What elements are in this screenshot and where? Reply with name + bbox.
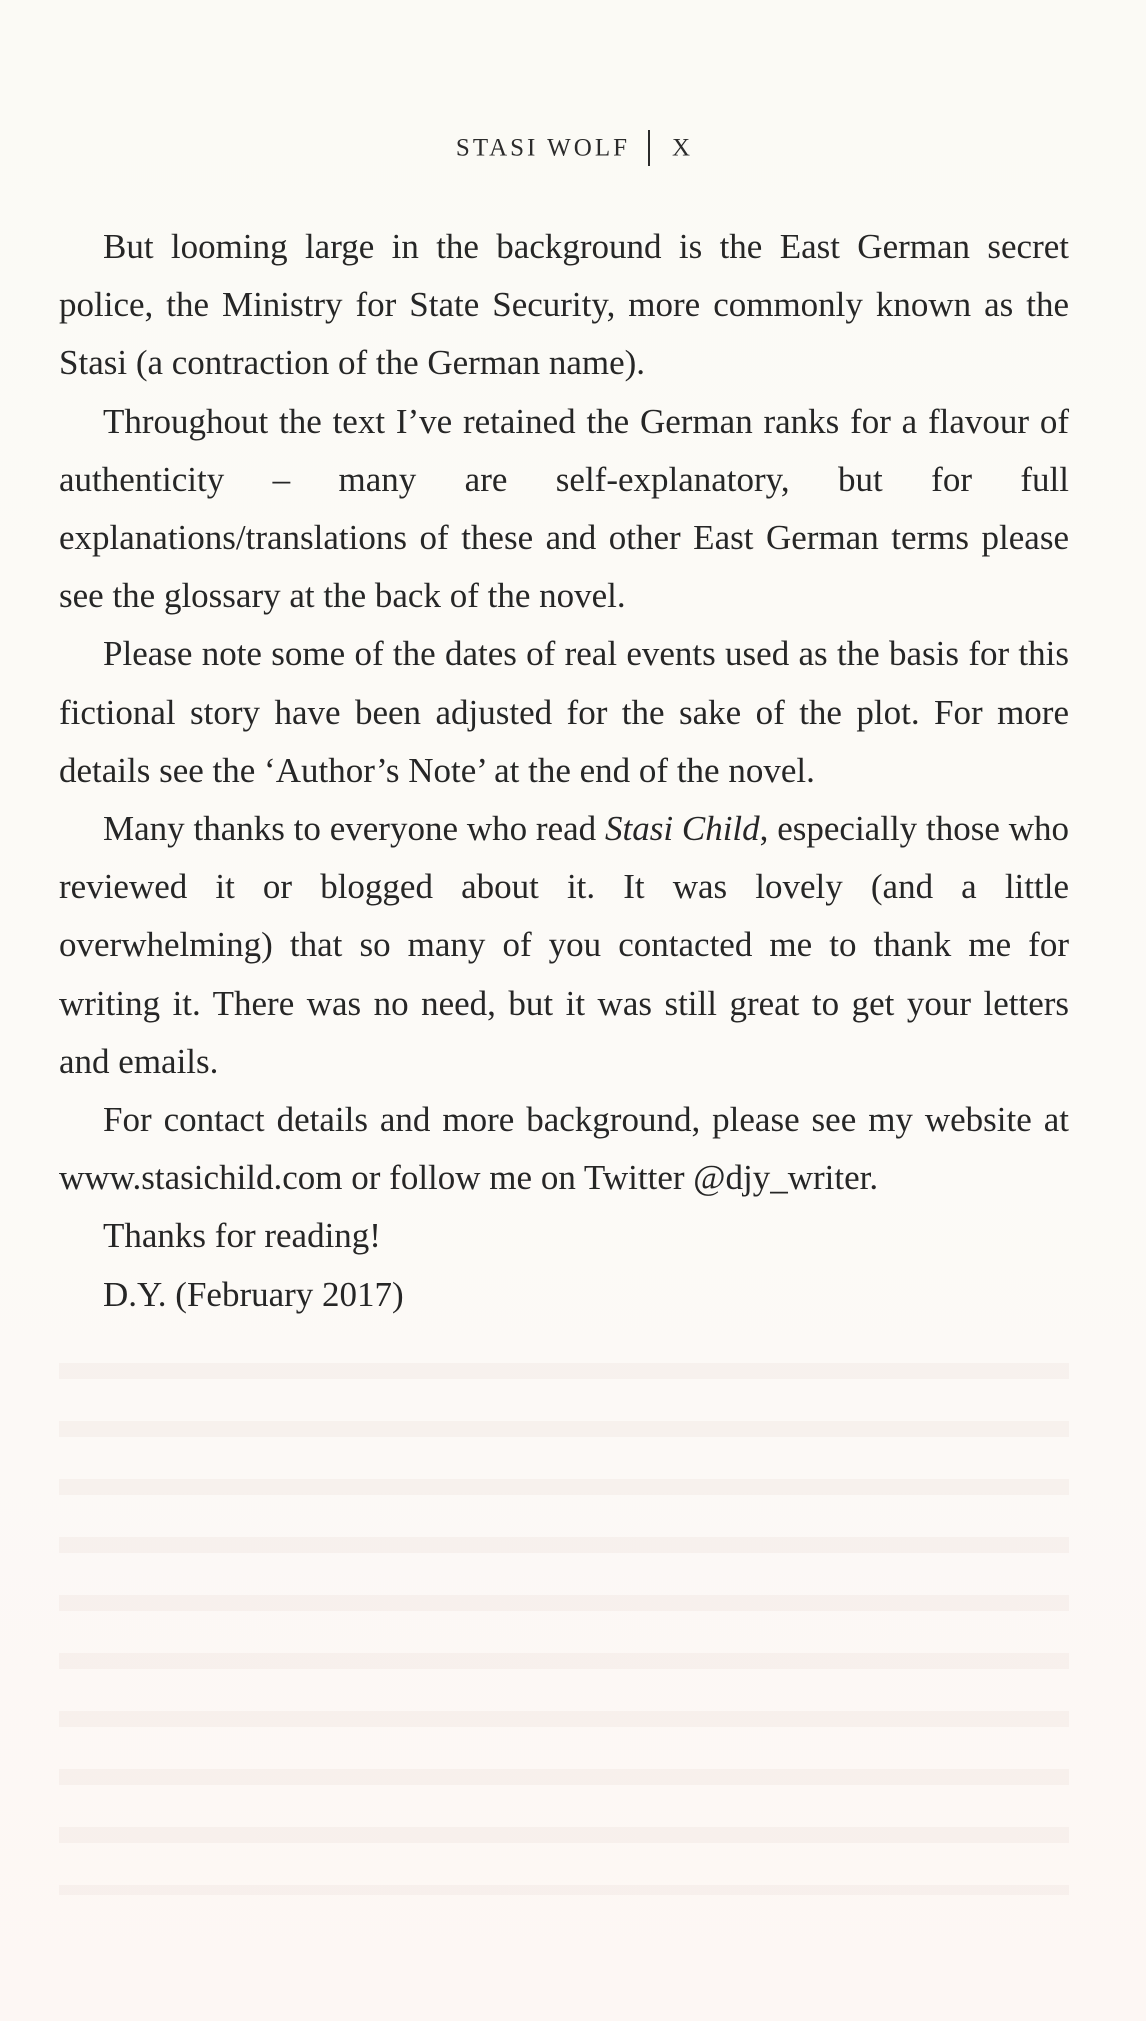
paragraph-contact: For contact details and more background, please see my website at www.stasichild.com or follow me on Twitter @djy_writer. [59,1100,1069,1198]
paragraph-closing: Thanks for reading! [103,1216,381,1256]
thanks-text-before: Many thanks to everyone who read [103,809,605,849]
paragraph-stasi: But looming large in the background is the East German secret police, the Ministry for State Security, more commonly known as the Stasi (a contraction of the German name). [59,227,1069,383]
running-head [0,132,1146,168]
reverse-page-show-through [59,1335,1069,1895]
body-text [59,218,1069,1324]
running-title: STASI WOLF [455,134,631,162]
paragraph-ranks: Throughout the text I’ve retained the German ranks for a flavour of authenticity – many are self-explanatory, but for full explanations/translations of these and other East German terms please see the glossary at the back of the novel. [59,401,1069,616]
header-divider [648,130,650,166]
author-signoff: D.Y. (February 2017) [103,1274,404,1314]
paragraph-dates: Please note some of the dates of real events used as the basis for this fictional story have been adjusted for the sake of the plot. For more details see the ‘Author’s Note’ at the end of the novel. [59,634,1069,790]
page-number: X [672,134,691,162]
paragraph-thanks [59,800,1069,1091]
book-title-italic: Stasi Child [604,809,760,849]
thanks-text-after: , especially those who reviewed it or blogged about it. It was lovely (and a little overwhelming) that so many of you contacted me to thank me for writing it. There was no need, but it was still great to get your letters and emails. [59,809,1069,1081]
